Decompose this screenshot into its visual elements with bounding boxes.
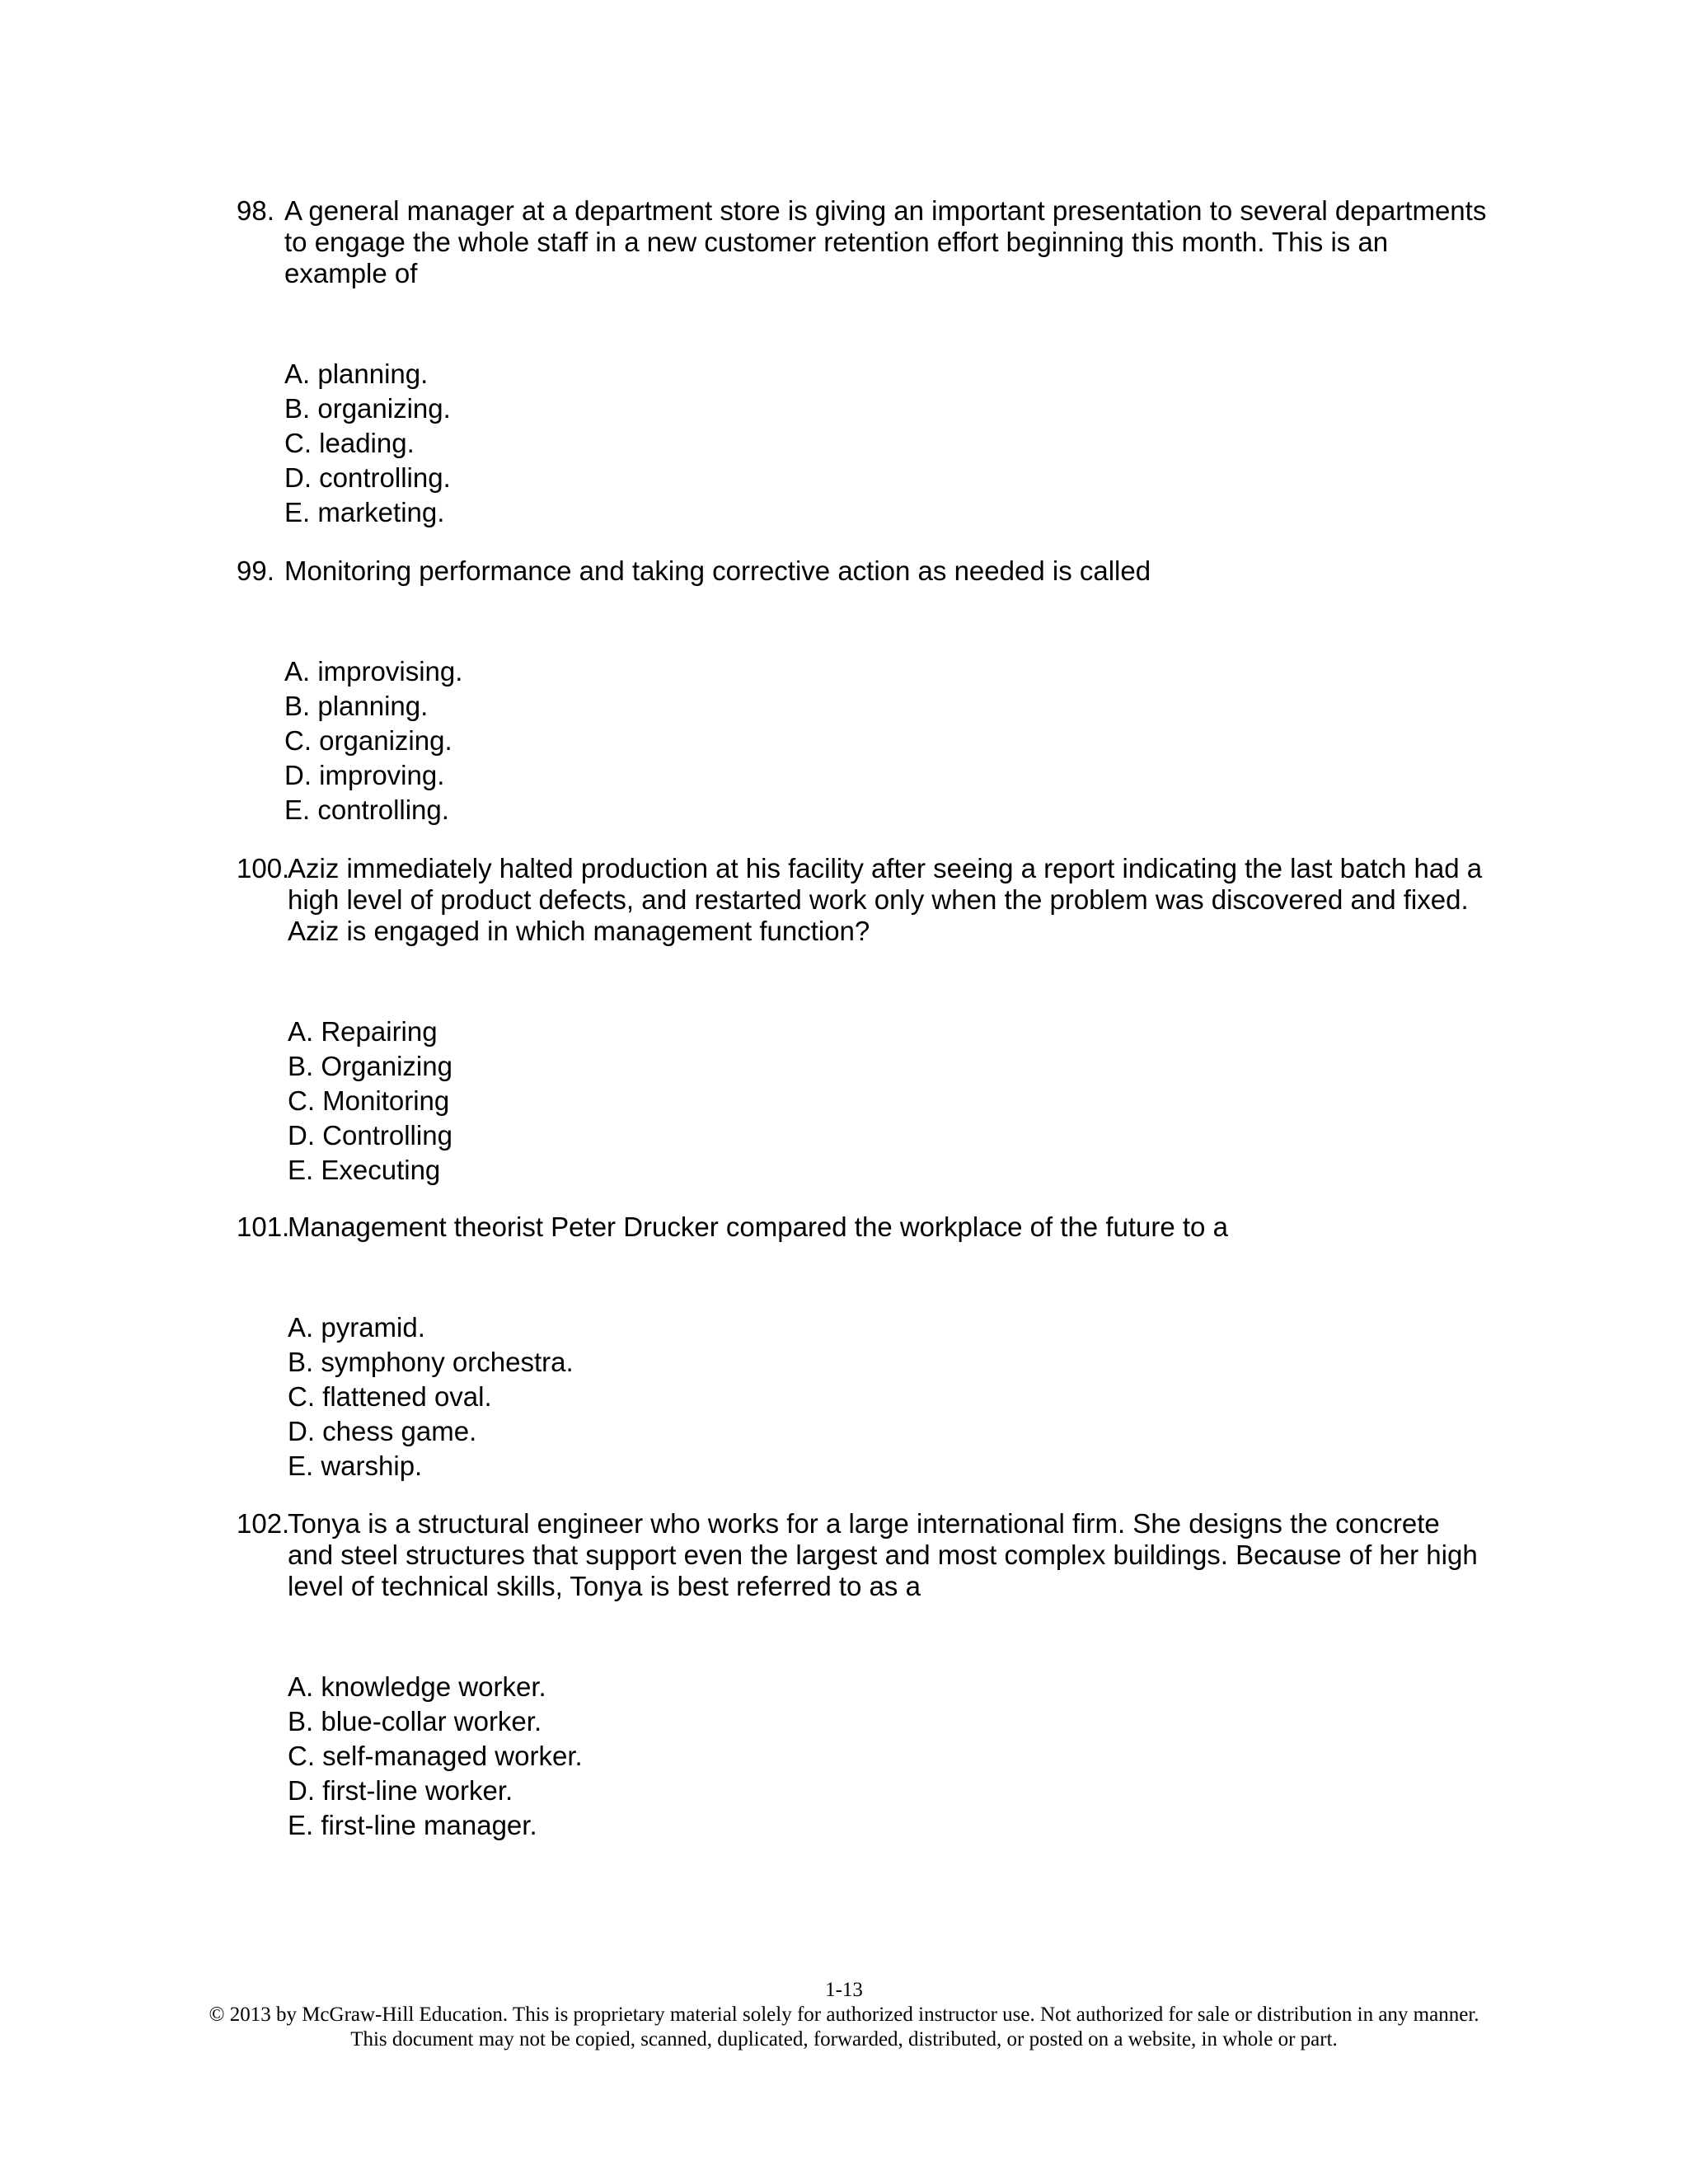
page-footer — [0, 1978, 1688, 2052]
option-d: D. Controlling — [288, 1120, 452, 1151]
option-list — [288, 1670, 1489, 1843]
copyright-notice: © 2013 by McGraw-Hill Education. This is proprietary material solely for authorized instructor use. Not authorized for sale or distribution in any manner. This document may not be copied, scanned, duplicated, forwarded, distributed, or posted on a website, in whole or part. — [209, 2004, 1479, 2050]
option-c: C. Monitoring — [288, 1085, 450, 1116]
question-number: 102. — [237, 1508, 290, 1539]
option-list — [284, 357, 1489, 530]
option-c: C. leading. — [284, 428, 415, 458]
question-number: 101. — [237, 1212, 290, 1242]
option-e: E. controlling. — [284, 794, 449, 825]
option-list — [288, 1015, 1489, 1188]
option-b: B. symphony orchestra. — [288, 1347, 574, 1377]
question-text: A general manager at a department store is giving an important presentation to several departments to engage the whole staff in a new customer retention effort beginning this month. This is an example of — [284, 195, 1487, 288]
question-text: Monitoring performance and taking corrective action as needed is called — [284, 555, 1151, 586]
option-d: D. controlling. — [284, 462, 451, 493]
question-text: Management theorist Peter Drucker compared the workplace of the future to a — [288, 1212, 1228, 1242]
question-98 — [237, 195, 1489, 530]
question-102 — [237, 1508, 1489, 1843]
option-d: D. chess game. — [288, 1416, 477, 1446]
page-number: 1-13 — [825, 1979, 863, 2001]
option-c: C. self-managed worker. — [288, 1741, 583, 1771]
option-d: D. first-line worker. — [288, 1775, 513, 1806]
question-text: Aziz immediately halted production at his facility after seeing a report indicating the last batch had a high level of product defects, and restarted work only when the problem was discovered and fixed. Aziz is engaged in which management function? — [288, 853, 1483, 946]
option-a: A. knowledge worker. — [288, 1671, 546, 1702]
option-b: B. blue-collar worker. — [288, 1706, 542, 1736]
question-number: 98. — [237, 195, 274, 226]
option-e: E. Executing — [288, 1155, 441, 1185]
option-b: B. organizing. — [284, 393, 451, 424]
question-101 — [237, 1212, 1489, 1483]
option-c: C. flattened oval. — [288, 1381, 492, 1412]
option-b: B. planning. — [284, 691, 429, 721]
option-b: B. Organizing — [288, 1051, 452, 1081]
option-d: D. improving. — [284, 760, 445, 790]
option-a: A. improvising. — [284, 656, 463, 687]
question-number: 100. — [237, 853, 290, 883]
question-number: 99. — [237, 555, 274, 586]
option-e: E. first-line manager. — [288, 1810, 537, 1840]
question-99 — [237, 555, 1489, 827]
question-text: Tonya is a structural engineer who works for a large international firm. She designs the concrete and steel structures that support even the largest and most complex buildings. Because of her high level of technical skills, Tonya is best referred to as a — [288, 1508, 1478, 1601]
option-list — [284, 654, 1489, 827]
option-list — [288, 1310, 1489, 1483]
option-c: C. organizing. — [284, 725, 452, 756]
option-e: E. marketing. — [284, 497, 445, 527]
option-a: A. pyramid. — [288, 1312, 425, 1343]
option-e: E. warship. — [288, 1451, 423, 1481]
question-100 — [237, 853, 1489, 1188]
option-a: A. planning. — [284, 359, 429, 389]
option-a: A. Repairing — [288, 1016, 438, 1047]
